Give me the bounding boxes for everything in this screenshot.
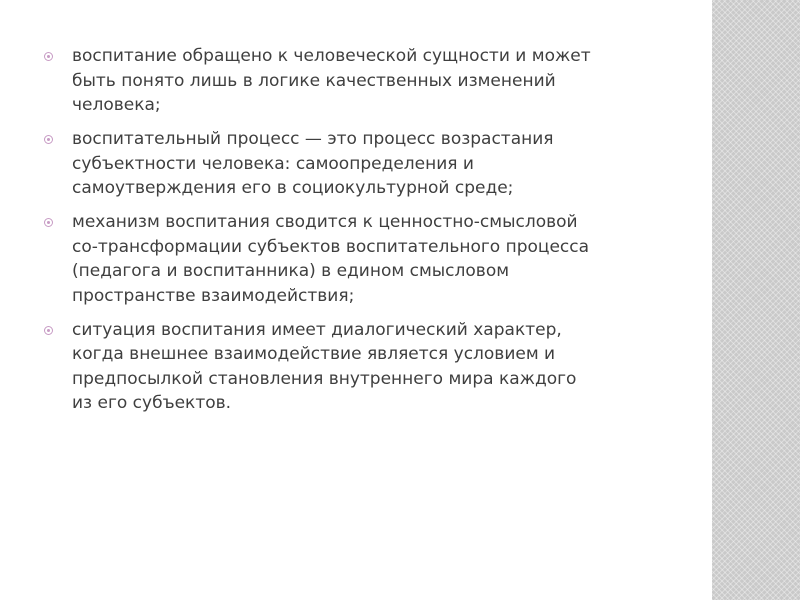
slide-content: [44, 44, 694, 425]
bullet-text: воспитательный процесс — это процесс возрастания субъектности человека: самоопределения и самоутверждения его в социокультурной среде;: [72, 129, 554, 198]
circle-bullet-icon: [44, 135, 53, 144]
bullet-text: ситуация воспитания имеет диалогический характер, когда внешнее взаимодействие является условием и предпосылкой становления внутреннего мира каждого из его субъектов.: [72, 319, 577, 413]
bullet-item: [44, 127, 694, 201]
bullet-item: [44, 318, 694, 416]
decorative-side-panel: [712, 0, 800, 600]
circle-bullet-icon: [44, 326, 53, 335]
bullet-item: [44, 210, 694, 308]
bullet-text: воспитание обращено к человеческой сущности и может быть понято лишь в логике качественных изменений человека;: [72, 46, 591, 115]
bullet-text: механизм воспитания сводится к ценностно-смысловой со-трансформации субъектов воспитательного процесса (педагога и воспитанника) в едином смысловом пространстве взаимодействия;: [72, 212, 590, 306]
circle-bullet-icon: [44, 218, 53, 227]
circle-bullet-icon: [44, 52, 53, 61]
bullet-item: [44, 44, 694, 118]
bullet-list: [44, 44, 694, 416]
